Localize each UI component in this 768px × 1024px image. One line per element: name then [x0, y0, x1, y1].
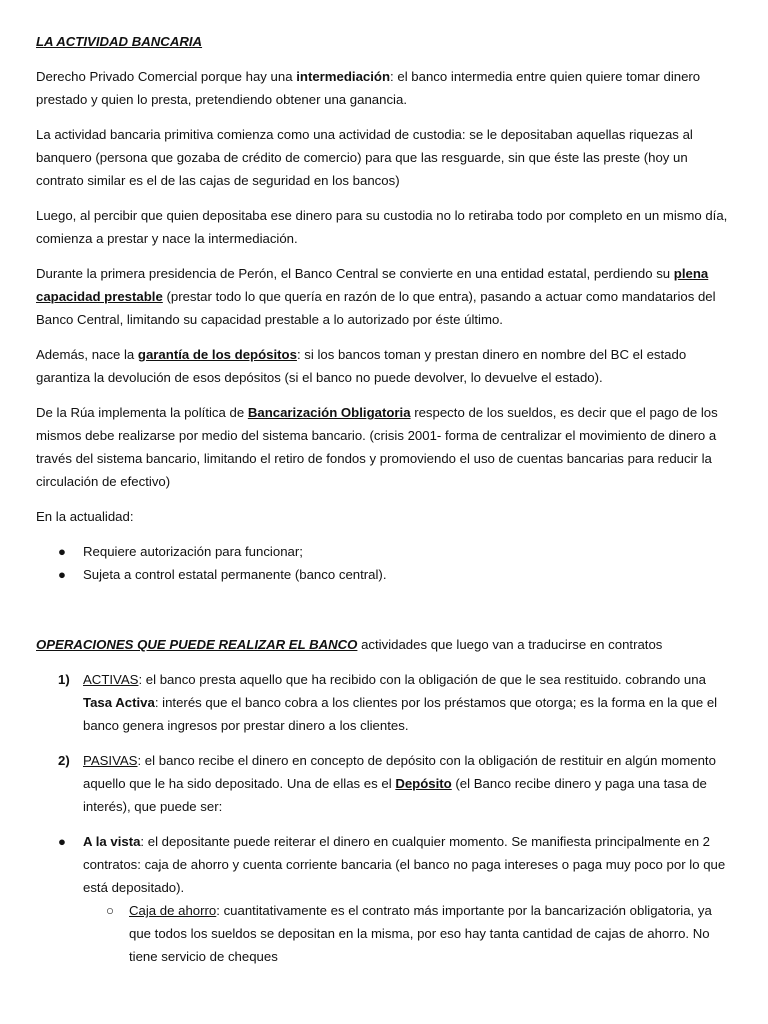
- p6-text-c: respecto de los sueldos, es decir que el pago de los mismos debe realizarse por medio del sistema bancario. (crisis 2001- forma de centralizar el movimiento de dinero a través del sistema bancario, limitando el retiro de fondos y promoviendo el uso de cuentas bancarias para reducir la circulación de efectivo): [36, 405, 718, 489]
- operation-number: 2): [58, 753, 70, 768]
- p6-bold-term: Bancarización Obligatoria: [247, 405, 411, 420]
- sub-item-name: Caja de ahorro: [129, 903, 217, 918]
- operation-name: PASIVAS: [83, 753, 138, 768]
- p4-text-c: (prestar todo lo que quería en razón de lo que entra), pasando a actuar como mandatarios del Banco Central, limitando su capacidad prestable a lo autorizado por éste último.: [36, 289, 716, 327]
- operation-term: Depósito: [395, 776, 452, 791]
- operations-heading: [36, 633, 732, 656]
- p6-text-a: De la Rúa implementa la política de: [36, 405, 248, 420]
- list-item-text: Requiere autorización para funcionar;: [83, 544, 303, 559]
- operation-number: 1): [58, 672, 70, 687]
- p5-text-c: : si los bancos toman y prestan dinero en nombre del BC el estado garantiza la devolución de esos depósitos (si el banco no puede devolver, lo devuelve el estado).: [36, 347, 687, 385]
- deposit-type-text: : el depositante puede reiterar el dinero en cualquier momento. Se manifiesta principalmente en 2 contratos: caja de ahorro y cuenta corriente bancaria (el banco no paga intereses o paga muy poco por lo que está depositado).: [83, 834, 726, 895]
- operation-name: ACTIVAS: [83, 672, 139, 687]
- list-item: [36, 540, 732, 563]
- operation-text-end: : interés que el banco cobra a los clientes por los préstamos que otorga; es la forma en la que el banco genera ingresos por prestar dinero a los clientes.: [83, 695, 718, 733]
- p1-text-a: Derecho Privado Comercial porque hay una: [36, 69, 297, 84]
- operation-term: Tasa Activa: [83, 695, 155, 710]
- bullet-icon: ●: [58, 567, 66, 582]
- operation-text: : el banco recibe el dinero en concepto de depósito con la obligación de restituir en algún momento aquello que le ha sido depositado. Una de ellas es el: [83, 753, 716, 791]
- list-item-text: Sujeta a control estatal permanente (banco central).: [83, 567, 387, 582]
- bullet-icon: ●: [58, 834, 66, 849]
- p1-text-c: : el banco intermedia entre quien quiere tomar dinero prestado y quien lo presta, pretendiendo obtener una ganancia.: [36, 69, 701, 107]
- paragraph-garantia: [36, 343, 732, 389]
- title-text: LA ACTIVIDAD BANCARIA: [36, 34, 203, 49]
- sub-item-text: : cuantitativamente es el contrato más importante por la bancarización obligatoria, ya que todos los sueldos se depositan en la misma, por eso hay tanta cantidad de cajas de ahorro. No tiene servicio de cheques: [129, 903, 712, 964]
- deposit-type-name: A la vista: [83, 834, 141, 849]
- paragraph-custodia: La actividad bancaria primitiva comienza como una actividad de custodia: se le depositaban aquellas riquezas al banquero (persona que gozaba de crédito de comercio) para que las resguarde, sin que éste las preste (hoy un contrato similar es el de las cajas de seguridad en los bancos): [36, 127, 693, 188]
- sub-list: [36, 899, 732, 968]
- operations-subtitle: actividades que luego van a traducirse en contratos: [357, 637, 663, 652]
- section-spacer: [36, 598, 732, 633]
- paragraph-de-la-rua: [36, 401, 732, 493]
- deposit-types-list: [36, 830, 732, 899]
- paragraph-peron: [36, 262, 732, 331]
- paragraph-actualidad: En la actualidad:: [36, 509, 134, 524]
- operations-title: OPERACIONES QUE PUEDE REALIZAR EL BANCO: [36, 637, 358, 652]
- paragraph-luego: Luego, al percibir que quien depositaba ese dinero para su custodia no lo retiraba todo por completo en un mismo día, comienza a prestar y nace la intermediación.: [36, 208, 728, 246]
- sub-item-caja-de-ahorro: [36, 899, 732, 968]
- operation-item-activas: [36, 668, 732, 737]
- list-item: [36, 563, 732, 586]
- bullet-icon: ●: [58, 544, 66, 559]
- p5-text-a: Además, nace la: [36, 347, 138, 362]
- p4-bold-term: plena capacidad prestable: [36, 266, 709, 304]
- operation-text-end: (el Banco recibe dinero y paga una tasa de interés), que puede ser:: [83, 776, 707, 814]
- list-item-a-la-vista: [36, 830, 732, 899]
- document-title: [36, 30, 732, 53]
- operation-item-pasivas: [36, 749, 732, 818]
- paragraph-intermediacion: [36, 65, 732, 111]
- operation-text: : el banco presta aquello que ha recibido con la obligación de que le sea restituido. cobrando una: [138, 672, 706, 687]
- p5-bold-term: garantía de los depósitos: [137, 347, 297, 362]
- circle-bullet-icon: ○: [106, 903, 114, 918]
- p4-text-a: Durante la primera presidencia de Perón, el Banco Central se convierte en una entidad estatal, perdiendo su: [36, 266, 674, 281]
- bullet-list: [36, 540, 732, 586]
- p1-bold-term: intermediación: [296, 69, 391, 84]
- operations-list: [36, 668, 732, 818]
